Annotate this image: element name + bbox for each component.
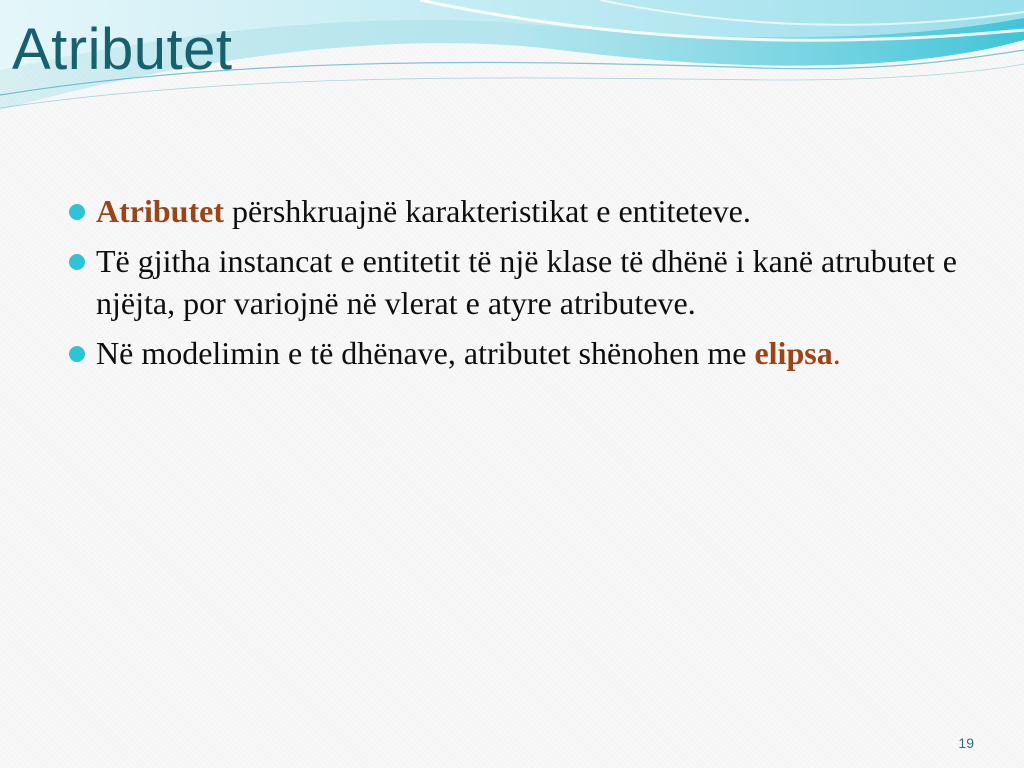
bullet-text: Të gjitha instancat e entitetit të një klase të dhënë i kanë atrubutet e njëjta, por variojnë në vlerat e atyre atributeve.: [96, 243, 957, 321]
slide-title: Atributet: [12, 17, 233, 82]
bullet-item: [66, 190, 996, 232]
bullet-text: Në modelimin e të dhënave, atributet shënohen me: [96, 335, 755, 371]
bullet-list: [66, 190, 996, 374]
bullet-emphasis: elipsa: [754, 335, 833, 371]
bullet-item: [66, 240, 996, 324]
bullet-dot-icon: [69, 346, 85, 362]
bullet-dot-icon: [69, 254, 85, 270]
bullet-dot-icon: [69, 204, 85, 220]
bullet-text-period: .: [832, 335, 841, 371]
page-number: 19: [958, 735, 974, 751]
slide-content: [66, 190, 996, 382]
bullet-text: përshkruajnë karakteristikat e entiteteve.: [223, 193, 751, 229]
bullet-emphasis: Atributet: [96, 193, 224, 229]
bullet-item: [66, 332, 996, 374]
